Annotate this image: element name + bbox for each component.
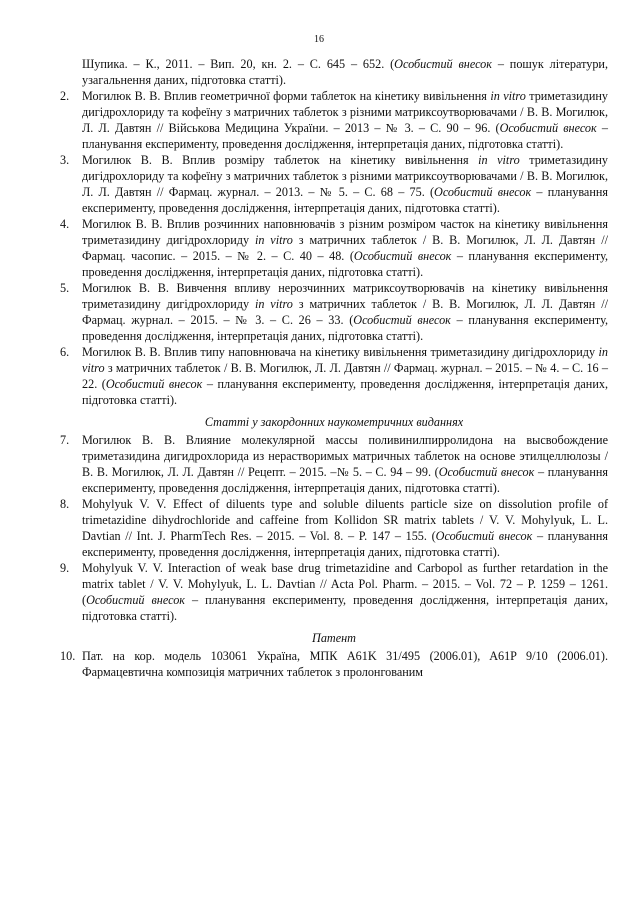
contribution-label: Особистий внесок [438,465,535,479]
contribution-label: Особистий внесок [353,249,452,263]
reference-entry [60,280,608,344]
entry-citation: Mohylyuk V. V. Effect of diluents type and soluble diluents particle size on dissolution profile of trimetazidine dihydrochloride and caffeine from Kollidon SR matrix tablets / V. V. Mohylyuk, L. L. Davtian // Int. J. PharmTech Res. – 2015. – Vol. 8. – P. 147 – 155. ( [82,497,608,543]
contribution-text: – планування експерименту, проведення дослідження, інтерпретація даних, підготовка статті). [82,249,608,279]
patents [60,648,608,680]
reference-list [60,56,608,680]
contribution-text: – планування експерименту, проведення дослідження, інтерпретація даних, підготовка статті). [82,529,608,559]
entry-text [82,648,608,680]
entry-citation: Шупика. – К., 2011. – Вип. 20, кн. 2. – С. 645 – 652. ( [82,57,395,71]
entry-number: 10. [60,649,76,663]
reference-entry [60,88,608,152]
entry-number: 4. [60,217,70,231]
contribution-text: – планування експерименту, проведення дослідження, інтерпретація даних, підготовка статті). [82,121,609,151]
entry-text [82,88,608,152]
foreign-articles [60,432,608,624]
entry-number: 2. [60,89,70,103]
entry-text [82,344,608,408]
reference-entry [60,216,608,280]
entry-number: 3. [60,153,70,167]
contribution-label: Особистий внесок [434,185,532,199]
reference-entry [60,56,608,88]
entry-citation: Могилюк В. В. Влияние молекулярной массы поливинилпирролидона на высвобождение триметазидина дигидрохлорида из нерастворимых матричных таблеток на основе этилцеллюлозы / В. В. Могилюк, Л. Л. Давтян // Рецепт. – 2015. –№ 5. – С. 94 – 99. ( [82,433,608,479]
entry-text [82,152,608,216]
contribution-label: Особистий внесок [435,529,533,543]
page-number: 16 [314,34,324,45]
entry-text [82,280,608,344]
contribution-label: Особистий внесок [105,377,203,391]
contribution-label: Особистий внесок [499,121,597,135]
reference-entry [60,648,608,680]
entry-text [82,432,608,496]
entry-number: 8. [60,497,70,511]
entry-citation: Могилюк В. В. Вплив типу наповнювача на кінетику вивільнення триметазидину дигідрохлориду in vitro з матричних таблеток / В. В. Могилюк, Л. Л. Давтян // Фармац. журнал. – 2015. – № 4. – С. 16 – 22. ( [82,345,608,391]
entry-citation: Пат. на кор. модель 103061 Україна, МПК A61K 31/495 (2006.01), A61P 9/10 (2006.01). Фармацевтична композиція матричних таблеток з пролонгованим [82,649,608,679]
section-heading-patent: Патент [312,631,356,645]
contribution-text: – планування експерименту, проведення дослідження, інтерпретація даних, підготовка статті). [82,313,608,343]
entry-text [82,560,608,624]
entry-text [82,496,608,560]
reference-entry [60,432,608,496]
contribution-text: – планування експерименту, проведення дослідження, інтерпретація даних, підготовка статті). [82,465,608,495]
domestic-articles [60,56,608,408]
contribution-text: – планування експерименту, проведення дослідження, інтерпретація даних, підготовка статті). [82,377,608,407]
contribution-label: Особистий внесок [86,593,186,607]
contribution-text: – планування експерименту, проведення дослідження, інтерпретація даних, підготовка статті). [82,185,608,215]
reference-entry [60,344,608,408]
entry-citation: Могилюк В. В. Вплив розміру таблеток на кінетику вивільнення in vitro триметазидину дигідрохлориду та кофеїну з матричних таблеток з різними матриксоутворювачами / В. В. Могилюк, Л. Л. Давтян // Фармац. журнал. – 2013. – № 5. – С. 68 – 75. ( [82,153,608,199]
entry-text [82,216,608,280]
entry-citation: Могилюк В. В. Вплив геометричної форми таблеток на кінетику вивільнення in vitro триметазидину дигідрохлориду та кофеїну з матричних таблеток з різними матриксоутворювачами / В. В. Могилюк, Л. Л. Давтян // Військова Медицина України. – 2013 – № 3. – С. 90 – 96. ( [82,89,608,135]
contribution-text: – пошук літератури, узагальнення даних, підготовка статті). [82,57,608,87]
contribution-label: Особистий внесок [394,57,492,71]
reference-entry [60,496,608,560]
entry-citation: Mohylyuk V. V. Interaction of weak base drug trimetazidine and Carbopol as further retardation in the matrix tablet / V. V. Mohylyuk, L. L. Davtian // Acta Pol. Pharm. – 2015. – Vol. 72 – P. 1259 – 1261. ( [82,561,608,607]
entry-number: 5. [60,281,70,295]
contribution-label: Особистий внесок [353,313,451,327]
entry-number: 7. [60,433,70,447]
contribution-text: – планування експерименту, проведення дослідження, інтерпретація даних, підготовка статті). [82,593,608,623]
reference-entry [60,560,608,624]
reference-entry [60,152,608,216]
entry-number: 6. [60,345,70,359]
entry-citation: Могилюк В. В. Вплив розчинних наповнювачів з різним розміром часток на кінетику вивільнення триметазидину дигідрохлориду in vitro з матричних таблеток / В. В. Могилюк, Л. Л. Давтян // Фармац. часопис. – 2015. – № 2. – С. 40 – 48. ( [82,217,608,263]
entry-text [82,56,608,88]
section-heading-foreign: Статті у закордонних наукометричних виданнях [204,415,464,429]
entry-number: 9. [60,561,70,575]
entry-citation: Могилюк В. В. Вивчення впливу нерозчинних матриксоутворювачів на кінетику вивільнення триметазидину дигідрохлориду in vitro з матричних таблеток / В. В. Могилюк, Л. Л. Давтян // Фармац. журнал. – 2015. – № 3. – С. 26 – 33. ( [82,281,608,327]
